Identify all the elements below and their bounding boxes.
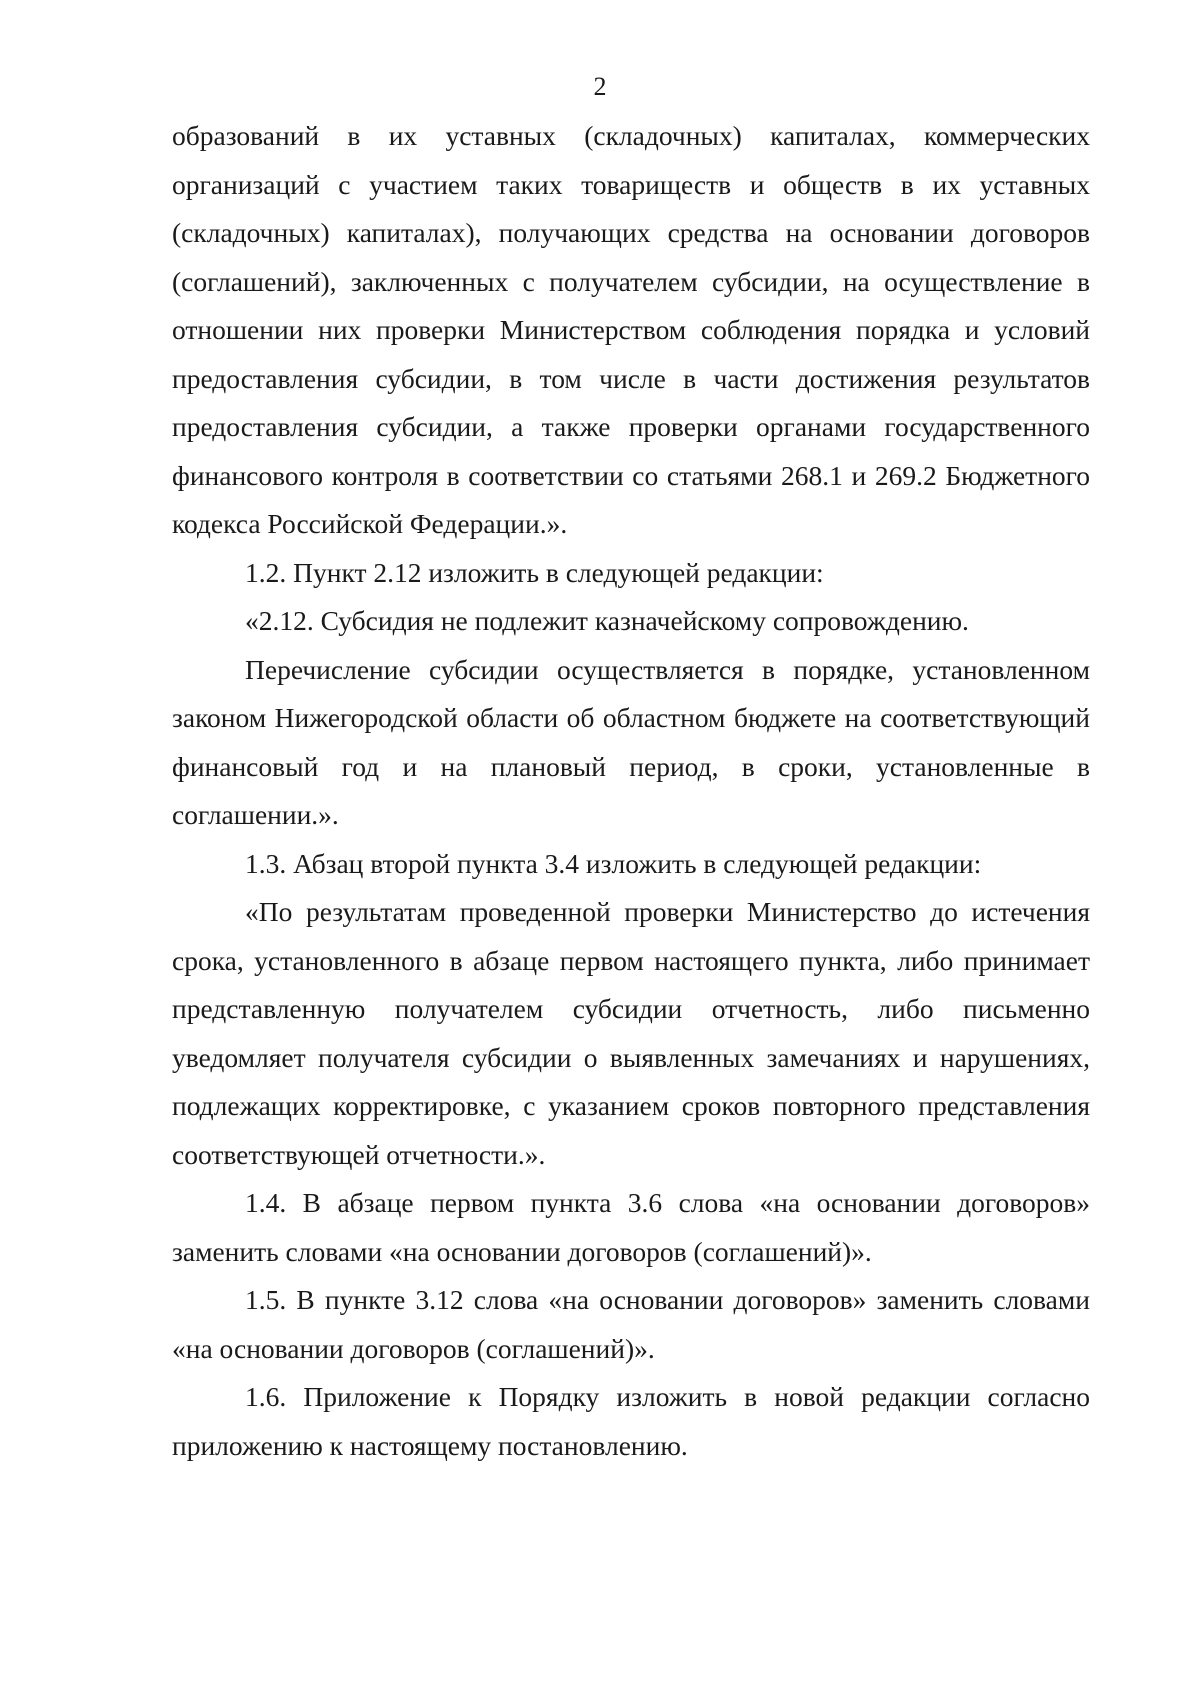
paragraph-item-1-2: 1.2. Пункт 2.12 изложить в следующей редакции: [245, 556, 824, 588]
paragraph-quote-2-12: «2.12. Субсидия не подлежит казначейскому сопровождению. [245, 605, 969, 636]
page-number: 2 [593, 72, 607, 101]
paragraph-continuation: образований в их уставных (складочных) капиталах, коммерческих организаций с участием таких товариществ и обществ в их уставных (складочных) капиталах), получающих средства на основании договоров (соглашений), заключенных с получателем субсидии, на осуществление в отношении них проверки Министерством соблюдения порядка и условий предоставления субсидии, в том числе в части достижения результатов предоставления субсидии, а также проверки органами государственного финансового контроля в соответствии со статьями 268.1 и 269.2 Бюджетного кодекса Российской Федерации.». [172, 120, 1090, 539]
paragraph-item-1-4: 1.4. В абзаце первом пункта 3.6 слова «на основании договоров» заменить словами «на основании договоров (соглашений)». [172, 1187, 1090, 1267]
paragraph-item-1-5: 1.5. В пункте 3.12 слова «на основании договоров» заменить словами «на основании договоров (соглашений)». [172, 1284, 1090, 1364]
document-body [172, 112, 1090, 1470]
paragraph-item-1-3: 1.3. Абзац второй пункта 3.4 изложить в следующей редакции: [245, 847, 982, 879]
paragraph-quote-verification: «По результатам проведенной проверки Министерство до истечения срока, установленного в абзаце первом настоящего пункта, либо принимает представленную получателем субсидии отчетность, либо письменно уведомляет получателя субсидии о выявленных замечаниях и нарушениях, подлежащих корректировке, с указанием сроков повторного представления соответствующей отчетности.». [172, 896, 1090, 1170]
paragraph-subsidy-transfer: Перечисление субсидии осуществляется в порядке, установленном законом Нижегородской области об областном бюджете на соответствующий финансовый год и на плановый период, в сроки, установленные в соглашении.». [172, 653, 1090, 830]
paragraph-item-1-6: 1.6. Приложение к Порядку изложить в новой редакции согласно приложению к настоящему постановлению. [172, 1381, 1090, 1461]
